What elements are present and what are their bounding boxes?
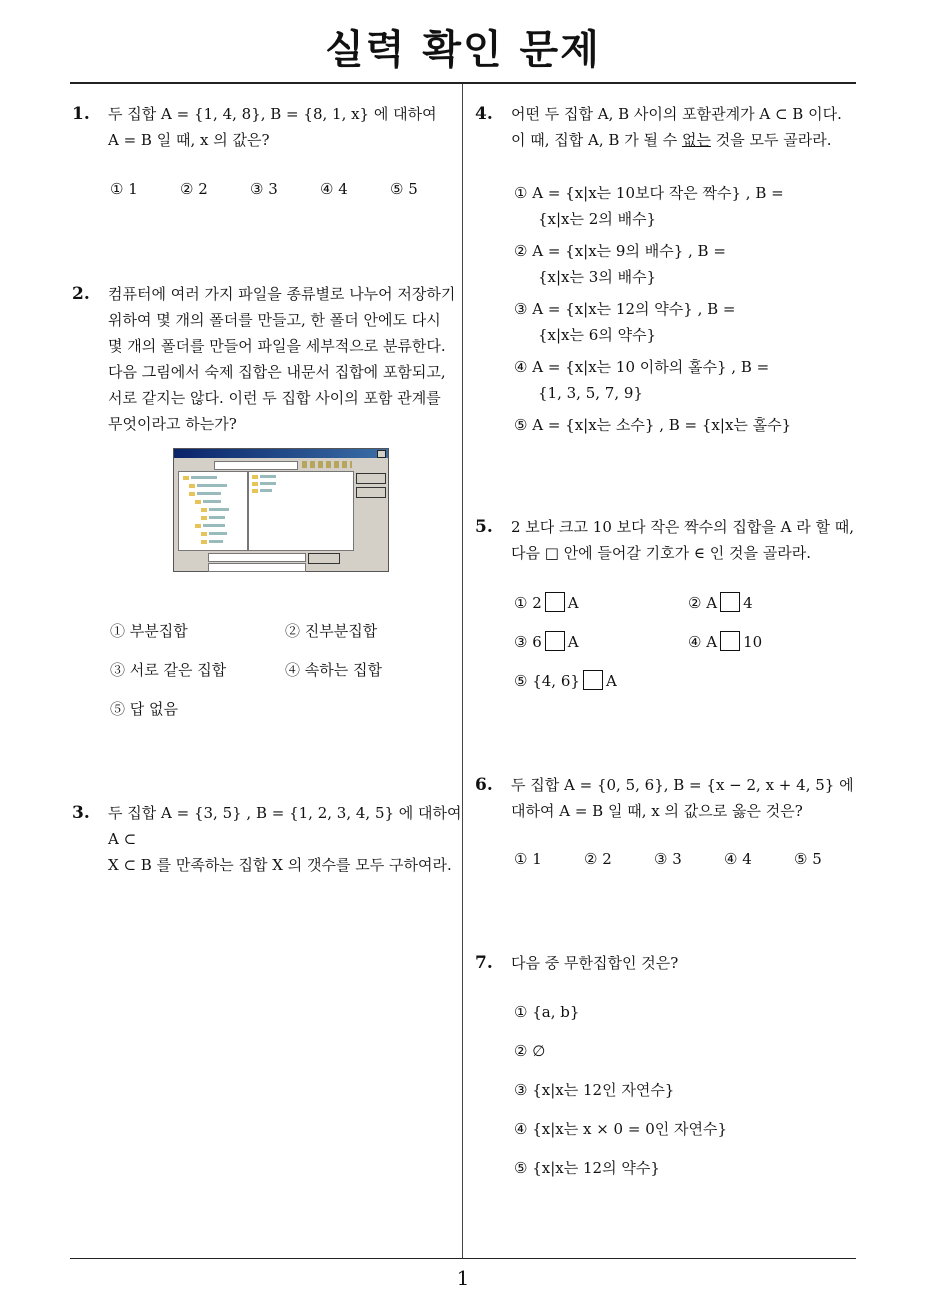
question-text: 두 집합 A = {3, 5} , B = {1, 2, 3, 4, 5} 에 대하여 A ⊂ [108,804,462,848]
question-text: 어떤 두 집합 A, B 사이의 포함관계가 A ⊂ B 이다. [511,105,842,123]
option-2[interactable]: ② A = {x|x는 9의 배수} , B = {x|x는 3의 배수} [514,242,726,286]
option-1[interactable]: ① A = {x|x는 10보다 작은 짝수} , B = {x|x는 2의 배수} [514,184,784,228]
question-text: 두 집합 A = {1, 4, 8}, B = {8, 1, x} 에 대하여 [108,105,437,123]
option-4[interactable]: ④ 4 [724,850,752,868]
question-number: 1. [72,104,90,124]
question-4 [475,101,875,153]
folder-icon [195,524,201,528]
option-1[interactable]: ① {a, b} [514,1003,580,1021]
option-5[interactable]: ⑤ 답 없음 [110,700,179,718]
option-5[interactable]: ⑤ 5 [794,850,822,868]
folder-icon [189,492,195,496]
question-text: 이 때, 집합 A, B 가 될 수 없는 것을 모두 골라라. [511,131,832,149]
folder-tree-pane [178,471,248,551]
question-text: 두 집합 A = {0, 5, 6}, B = {x − 2, x + 4, 5} 에 [511,776,854,794]
folder-dialog-image [173,448,389,572]
option-5[interactable]: ⑤ {x|x는 12의 약수} [514,1159,660,1177]
page-number: 1 [456,1266,470,1290]
option-4[interactable]: ④ A 10 [688,633,763,651]
option-2[interactable]: ② ∅ [514,1042,546,1060]
option-1[interactable]: ① 부분집합 [110,622,188,640]
question-number: 5. [475,517,493,537]
location-field [214,461,298,470]
question-text: X ⊂ B 를 만족하는 집합 X 의 갯수를 모두 구하여라. [108,856,452,874]
option-2[interactable]: ② 2 [180,180,208,198]
option-3[interactable]: ③ 3 [654,850,682,868]
toolbar-icons [302,461,352,468]
question-text: 다음 그림에서 숙제 집합은 내문서 집합에 포함되고, [108,363,446,381]
blank-box [545,592,565,612]
option-4[interactable]: ④ A = {x|x는 10 이하의 홀수} , B = {1, 3, 5, 7, 9} [514,358,770,402]
dialog-cancel-button [356,487,386,498]
blank-box [583,670,603,690]
question-6 [475,772,875,824]
option-4[interactable]: ④ 4 [320,180,348,198]
question-number: 2. [72,284,90,304]
option-5[interactable]: ⑤ 5 [390,180,418,198]
folder-icon [201,540,207,544]
option-1[interactable]: ① 1 [110,180,138,198]
option-5[interactable]: ⑤ {4, 6} A [514,672,617,690]
option-2[interactable]: ② 진부분집합 [285,622,378,640]
question-7 [475,950,875,976]
folder-icon [183,476,189,480]
question-5 [475,514,875,566]
filename-field [208,553,306,562]
option-1[interactable]: ① 1 [514,850,542,868]
option-3[interactable]: ③ 6 A [514,633,579,651]
option-5[interactable]: ⑤ A = {x|x는 소수} , B = {x|x는 홀수} [514,416,792,434]
top-rule [70,82,856,84]
option-3[interactable]: ③ A = {x|x는 12의 약수} , B = {x|x는 6의 약수} [514,300,736,344]
bottom-rule [70,1258,856,1259]
question-number: 3. [72,803,90,823]
folder-icon [201,508,207,512]
option-3[interactable]: ③ {x|x는 12인 자연수} [514,1081,675,1099]
folder-icon [252,489,258,493]
question-3 [72,800,462,878]
option-4[interactable]: ④ 속하는 집합 [285,661,382,679]
emphasis-underline: 없는 [681,131,711,149]
file-list-pane [248,471,354,551]
option-3[interactable]: ③ 3 [250,180,278,198]
folder-icon [201,516,207,520]
question-text: A = B 일 때, x 의 값은? [108,131,270,149]
option-2[interactable]: ② A 4 [688,594,753,612]
question-text: 위하여 몇 개의 폴더를 만들고, 한 폴더 안에도 다시 [108,311,441,329]
option-3[interactable]: ③ 서로 같은 집합 [110,661,227,679]
question-text: 무엇이라고 하는가? [108,415,237,433]
question-2 [72,281,462,437]
question-number: 7. [475,953,493,973]
question-text: 다음 □ 안에 들어갈 기호가 ∈ 인 것을 골라라. [511,544,812,562]
blank-box [545,631,565,651]
question-1 [72,101,457,153]
folder-icon [201,532,207,536]
dialog-save-button [356,473,386,484]
page-title: 실력 확인 문제 [325,27,601,73]
folder-icon [252,475,258,479]
option-4[interactable]: ④ {x|x는 x × 0 = 0인 자연수} [514,1120,728,1138]
question-text: 서로 같지는 않다. 이런 두 집합 사이의 포함 관계를 [108,389,441,407]
filetype-field [208,563,306,572]
folder-icon [195,500,201,504]
question-text: 몇 개의 폴더를 만들어 파일을 세부적으로 분류한다. [108,337,446,355]
column-divider [462,84,463,1258]
option-2[interactable]: ② 2 [584,850,612,868]
close-icon [377,450,386,458]
question-number: 4. [475,104,493,124]
folder-icon [189,484,195,488]
folder-icon [252,482,258,486]
question-text: 다음 중 무한집합인 것은? [511,954,679,972]
dialog-option-button [308,553,340,564]
blank-box [720,592,740,612]
question-text: 2 보다 크고 10 보다 작은 짝수의 집합을 A 라 할 때, [511,518,855,536]
question-text: 컴퓨터에 여러 가지 파일을 종류별로 나누어 저장하기 [108,285,456,303]
question-number: 6. [475,775,493,795]
option-1[interactable]: ① 2 A [514,594,579,612]
dialog-titlebar [174,449,388,458]
blank-box [720,631,740,651]
question-text: 대하여 A = B 일 때, x 의 값으로 옳은 것은? [511,802,803,820]
